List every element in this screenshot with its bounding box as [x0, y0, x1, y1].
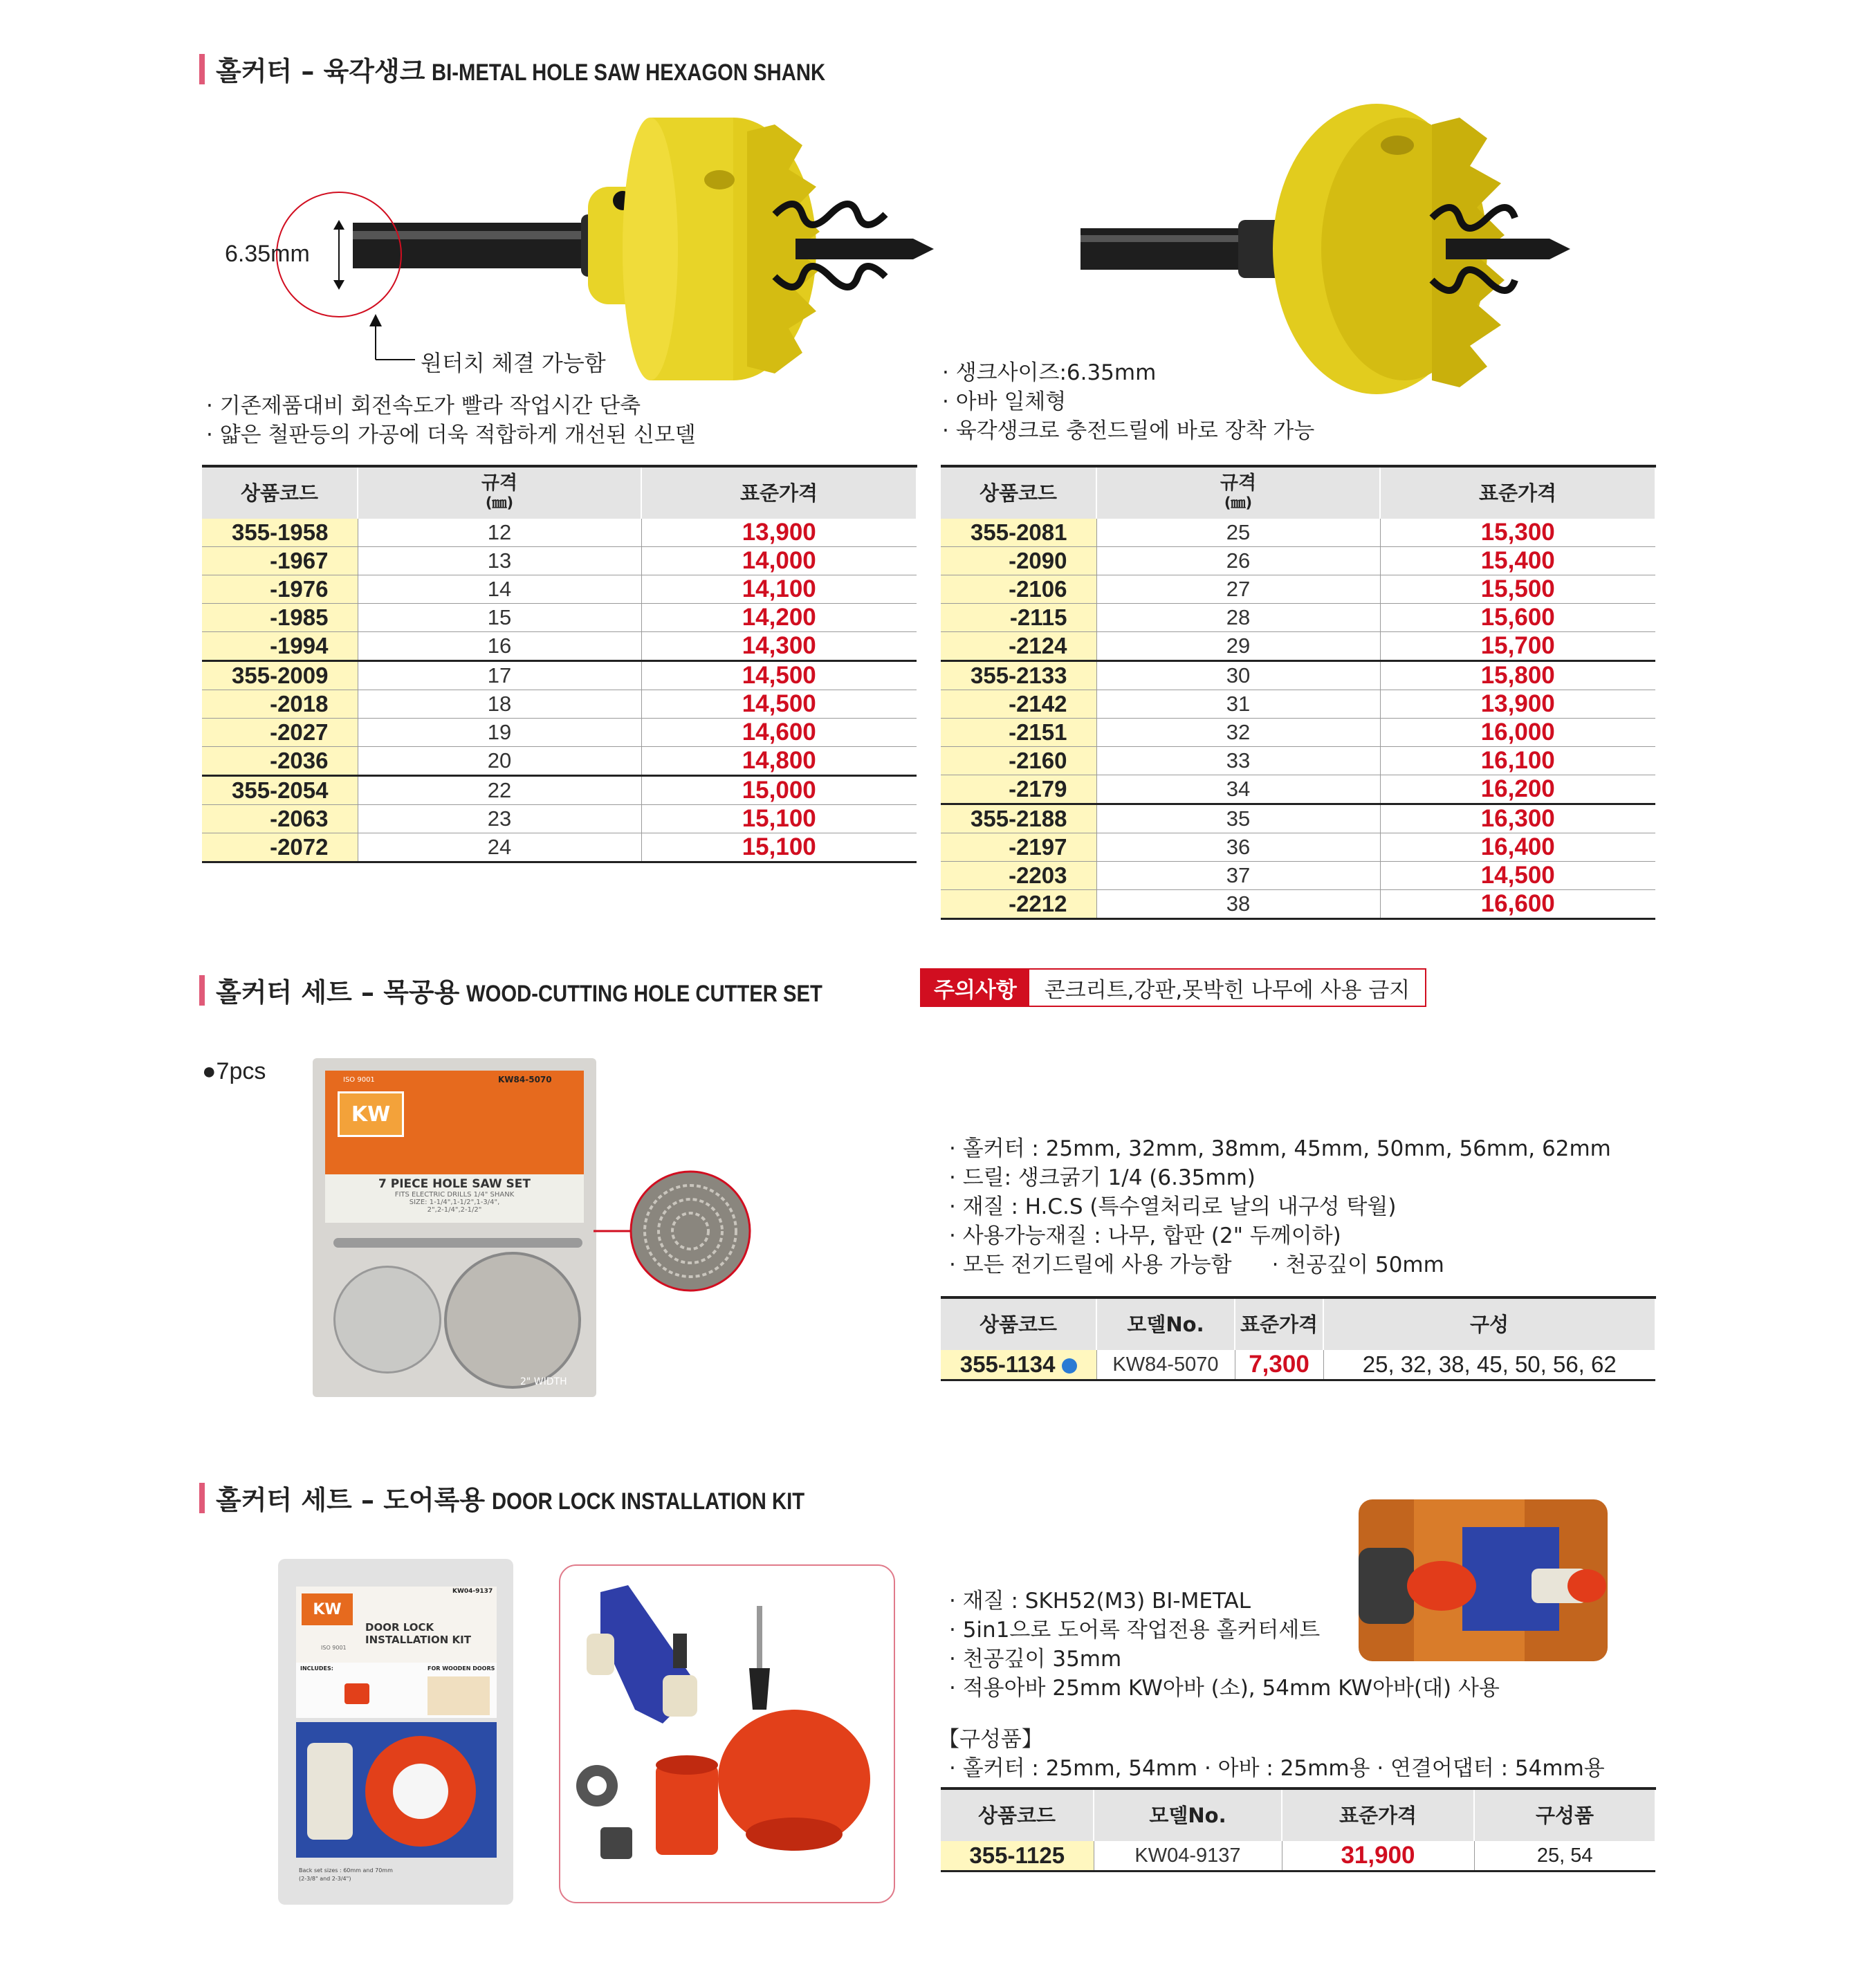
col-price-header: 표준가격	[1235, 1297, 1323, 1350]
table-row	[941, 804, 1655, 833]
jig	[307, 1743, 353, 1840]
product-code: -2203	[941, 862, 1096, 890]
col-price-header: 표준가격	[1282, 1788, 1474, 1841]
product-code: -1994	[202, 632, 358, 661]
table-row	[202, 805, 917, 833]
kit-components-image	[559, 1564, 895, 1903]
table-header-row	[941, 466, 1655, 519]
section2-bullets	[949, 1134, 1611, 1279]
package-width: 2" WIDTH	[520, 1376, 567, 1387]
package-label	[325, 1174, 584, 1223]
product-code: 355-1958	[202, 519, 358, 547]
package-line2: SIZE: 1-1/4",1-1/2",1-3/4",	[409, 1199, 500, 1206]
bullet: · 홀커터 : 25mm, 32mm, 38mm, 45mm, 50mm, 56mm, 62mm	[949, 1136, 1611, 1161]
table-row	[202, 833, 917, 862]
warning-text: 콘크리트,강판,못박힌 나무에 사용 금지	[1029, 970, 1425, 1006]
package-includes	[296, 1663, 497, 1718]
package-title: 7 PIECE HOLE SAW SET	[378, 1177, 531, 1191]
table-header-row	[941, 1788, 1655, 1841]
size-mm: 23	[358, 805, 641, 833]
bullet: · 얇은 철판등의 가공에 더욱 적합하게 개선된 신모델	[206, 423, 696, 447]
cutter-center	[393, 1764, 448, 1819]
includes-label: INCLUDES:	[300, 1665, 333, 1672]
product-code: -1985	[202, 604, 358, 632]
price: 15,600	[1380, 604, 1655, 632]
warning-box	[920, 968, 1426, 1007]
price: 14,200	[641, 604, 917, 632]
saw-closeup-image	[594, 1155, 753, 1342]
package-line1: FITS ELECTRIC DRILLS 1/4" SHANK	[394, 1191, 515, 1199]
size-header-text: 규격	[1220, 472, 1257, 494]
size-mm: 22	[358, 776, 641, 805]
section3-title-ko: 홀커터 세트 – 도어록용	[216, 1485, 486, 1515]
bullet: · 5in1으로 도어록 작업전용 홀커터세트	[949, 1618, 1321, 1643]
drill-bit	[333, 1238, 582, 1248]
size-mm: 37	[1096, 862, 1380, 890]
price: 7,300	[1235, 1350, 1323, 1380]
price: 14,800	[641, 747, 917, 776]
product-code-text: 355-1134	[959, 1351, 1056, 1377]
product-code: -2036	[202, 747, 358, 776]
price: 15,700	[1380, 632, 1655, 661]
section1-title-en: BI-METAL HOLE SAW HEXAGON SHANK	[432, 59, 826, 86]
table-row	[202, 575, 917, 604]
size-mm: 19	[358, 719, 641, 747]
product-code: 355-1125	[941, 1841, 1094, 1871]
model-no: KW04-9137	[1094, 1841, 1282, 1871]
table-row	[941, 547, 1655, 575]
col-code-header: 상품코드	[941, 466, 1096, 519]
table-row	[941, 719, 1655, 747]
mandrel-plate	[333, 1266, 441, 1374]
size-mm: 18	[358, 690, 641, 719]
price: 15,000	[641, 776, 917, 805]
price: 16,300	[1380, 804, 1655, 833]
price: 15,500	[1380, 575, 1655, 604]
size-mm: 25	[1096, 519, 1380, 547]
composition: 25, 32, 38, 45, 50, 56, 62	[1323, 1350, 1655, 1380]
product-code: 355-2133	[941, 661, 1096, 690]
table-row	[202, 661, 917, 690]
dimension-label: 6.35mm	[225, 241, 310, 267]
col-price-header: 표준가격	[641, 466, 917, 519]
size-mm: 34	[1096, 775, 1380, 804]
section2-title-ko: 홀커터 세트 – 목공용	[216, 977, 460, 1008]
wood-set-package-image	[313, 1058, 596, 1397]
product-code: -1976	[202, 575, 358, 604]
size-mm: 38	[1096, 890, 1380, 919]
price: 16,000	[1380, 719, 1655, 747]
size-mm: 27	[1096, 575, 1380, 604]
package-bottom1: Back set sizes : 60mm and 70mm	[299, 1867, 393, 1874]
col-size-header	[1096, 466, 1380, 519]
package-title2: INSTALLATION KIT	[365, 1634, 471, 1646]
size-mm: 30	[1096, 661, 1380, 690]
package-title1: DOOR LOCK	[365, 1621, 434, 1634]
pieces-count: ●7pcs	[202, 1058, 266, 1084]
bullet: · 아바 일체형	[942, 389, 1067, 414]
product-code: 355-2188	[941, 804, 1096, 833]
product-code: -2151	[941, 719, 1096, 747]
product-code: -2124	[941, 632, 1096, 661]
col-size-header	[358, 466, 641, 519]
product-code: -2142	[941, 690, 1096, 719]
product-code	[941, 1350, 1096, 1380]
size-mm: 15	[358, 604, 641, 632]
price: 13,900	[641, 519, 917, 547]
size-unit: (㎜)	[485, 494, 514, 511]
accent-bar	[199, 975, 205, 1006]
price: 16,200	[1380, 775, 1655, 804]
size-mm: 16	[358, 632, 641, 661]
size-mm: 31	[1096, 690, 1380, 719]
size-mm: 20	[358, 747, 641, 776]
table-row	[202, 747, 917, 776]
size-mm: 28	[1096, 604, 1380, 632]
components-text: · 홀커터 : 25mm, 54mm · 아바 : 25mm용 · 연결어댑터 : 54mm용	[949, 1756, 1605, 1781]
brand-logo: KW	[338, 1091, 404, 1137]
saw-cups	[444, 1252, 581, 1389]
price: 14,100	[641, 575, 917, 604]
price: 15,100	[641, 833, 917, 862]
product-code: -2106	[941, 575, 1096, 604]
size-mm: 33	[1096, 747, 1380, 775]
product-code: -2115	[941, 604, 1096, 632]
section3-title	[199, 1479, 856, 1517]
hex-shank-holesaw-image	[208, 104, 955, 380]
size-mm: 32	[1096, 719, 1380, 747]
price: 14,000	[641, 547, 917, 575]
price: 15,800	[1380, 661, 1655, 690]
size-mm: 26	[1096, 547, 1380, 575]
package-model: KW04-9137	[452, 1588, 493, 1595]
table-row	[941, 604, 1655, 632]
accent-bar	[199, 1483, 205, 1513]
price: 16,100	[1380, 747, 1655, 775]
product-code: -2197	[941, 833, 1096, 862]
col-model-header: 모델No.	[1096, 1297, 1235, 1350]
product-code: -2027	[202, 719, 358, 747]
composition: 25, 54	[1474, 1841, 1655, 1871]
table-row	[941, 632, 1655, 661]
section3-title-en: DOOR LOCK INSTALLATION KIT	[492, 1488, 805, 1515]
table-row	[941, 890, 1655, 919]
package-top	[296, 1587, 497, 1663]
components-block	[938, 1725, 1605, 1783]
table-row	[202, 632, 917, 661]
size-header-text: 규격	[481, 472, 518, 494]
bullet: · 재질 : SKH52(M3) BI-METAL	[949, 1589, 1251, 1614]
product-code: -2179	[941, 775, 1096, 804]
product-code: -2160	[941, 747, 1096, 775]
col-composition-header: 구성품	[1474, 1788, 1655, 1841]
price: 15,100	[641, 805, 917, 833]
price: 13,900	[1380, 690, 1655, 719]
size-mm: 35	[1096, 804, 1380, 833]
bullet: · 생크사이즈:6.35mm	[942, 360, 1157, 385]
price: 16,400	[1380, 833, 1655, 862]
product-code: -2072	[202, 833, 358, 862]
table-row	[202, 719, 917, 747]
price: 31,900	[1282, 1841, 1474, 1871]
price: 16,600	[1380, 890, 1655, 919]
one-touch-callout: 원터치 체결 가능함	[421, 350, 606, 376]
section1-title	[199, 50, 890, 88]
package-bottom2: (2-3/8" and 2-3/4")	[299, 1876, 351, 1882]
door-lock-package-image	[278, 1559, 513, 1905]
table-row	[941, 661, 1655, 690]
new-dot-icon	[1062, 1358, 1077, 1374]
table-row	[941, 833, 1655, 862]
components-title: 【구성품】	[938, 1727, 1043, 1752]
bullet: · 기존제품대비 회전속도가 빨라 작업시간 단축	[206, 394, 641, 418]
size-mm: 13	[358, 547, 641, 575]
table-row	[941, 862, 1655, 890]
table-row	[941, 519, 1655, 547]
section3-table	[941, 1787, 1656, 1872]
section3-bullets	[949, 1587, 1500, 1703]
bullet-part: · 천공깊이 50mm	[1271, 1253, 1444, 1277]
mini-wood	[427, 1676, 490, 1715]
price: 15,400	[1380, 547, 1655, 575]
table-row	[941, 690, 1655, 719]
section2-title	[199, 971, 881, 1009]
table-header-row	[941, 1297, 1655, 1350]
table-row	[202, 547, 917, 575]
price: 14,500	[641, 661, 917, 690]
product-code: 355-2081	[941, 519, 1096, 547]
size-mm: 17	[358, 661, 641, 690]
product-code: -2018	[202, 690, 358, 719]
size-mm: 24	[358, 833, 641, 862]
bullet	[949, 1250, 1611, 1279]
size-mm: 29	[1096, 632, 1380, 661]
col-code-header: 상품코드	[202, 466, 358, 519]
section2-title-en: WOOD-CUTTING HOLE CUTTER SET	[466, 981, 823, 1007]
table-row	[202, 690, 917, 719]
section2-table	[941, 1296, 1656, 1381]
table-row	[941, 747, 1655, 775]
size-mm: 12	[358, 519, 641, 547]
size-mm: 14	[358, 575, 641, 604]
product-code: -2090	[941, 547, 1096, 575]
model-no: KW84-5070	[1096, 1350, 1235, 1380]
table-row	[202, 604, 917, 632]
bullet: · 사용가능재질 : 나무, 합판 (2" 두께이하)	[949, 1223, 1341, 1248]
bullet: · 적용아바 25mm KW아바 (소), 54mm KW아바(대) 사용	[949, 1676, 1500, 1701]
package-tray	[296, 1722, 497, 1858]
table-row	[202, 519, 917, 547]
size-mm: 36	[1096, 833, 1380, 862]
section1-right-table	[941, 465, 1656, 920]
table-row	[941, 775, 1655, 804]
size-unit: (㎜)	[1224, 494, 1253, 511]
col-model-header: 모델No.	[1094, 1788, 1282, 1841]
section1-right-bullets	[942, 358, 1314, 445]
col-composition-header: 구성	[1323, 1297, 1655, 1350]
bullet: · 천공깊이 35mm	[949, 1647, 1122, 1672]
package-header	[325, 1071, 584, 1174]
section1-title-ko: 홀커터 – 육각생크	[216, 56, 425, 86]
section1-left-bullets	[206, 391, 696, 450]
product-code: 355-2054	[202, 776, 358, 805]
col-code-header: 상품코드	[941, 1788, 1094, 1841]
iso-badge: ISO 9001	[343, 1076, 375, 1084]
brand-logo: KW	[302, 1593, 353, 1625]
section1-left-table	[202, 465, 917, 863]
price: 15,300	[1380, 519, 1655, 547]
bullet: · 육각생크로 충전드릴에 바로 장착 가능	[942, 418, 1315, 443]
col-price-header: 표준가격	[1380, 466, 1655, 519]
price: 14,600	[641, 719, 917, 747]
iso-badge: ISO 9001	[321, 1645, 347, 1651]
bullet: · 재질 : H.C.S (특수열처리로 날의 내구성 탁월)	[949, 1194, 1397, 1219]
for-doors-label: FOR WOODEN DOORS	[427, 1665, 495, 1672]
bullet: · 드릴: 생크굵기 1/4 (6.35mm)	[949, 1165, 1256, 1190]
bullet-part: · 모든 전기드릴에 사용 가능함	[949, 1253, 1232, 1277]
table-header-row	[202, 466, 917, 519]
table-row	[202, 776, 917, 805]
hex-shank-holesaw-image-2	[1072, 104, 1584, 394]
table-row	[941, 1841, 1655, 1871]
table-row	[941, 1350, 1655, 1380]
product-code: -2212	[941, 890, 1096, 919]
price: 14,300	[641, 632, 917, 661]
product-code: -1967	[202, 547, 358, 575]
package-model: KW84-5070	[498, 1075, 552, 1084]
package-line3: 2",2-1/4",2-1/2"	[427, 1206, 482, 1214]
product-code: 355-2009	[202, 661, 358, 690]
accent-bar	[199, 54, 205, 84]
price: 14,500	[641, 690, 917, 719]
table-row	[941, 575, 1655, 604]
warning-label: 주의사항	[921, 970, 1029, 1006]
mini-cutter	[344, 1683, 369, 1704]
col-code-header: 상품코드	[941, 1297, 1096, 1350]
product-code: -2063	[202, 805, 358, 833]
price: 14,500	[1380, 862, 1655, 890]
